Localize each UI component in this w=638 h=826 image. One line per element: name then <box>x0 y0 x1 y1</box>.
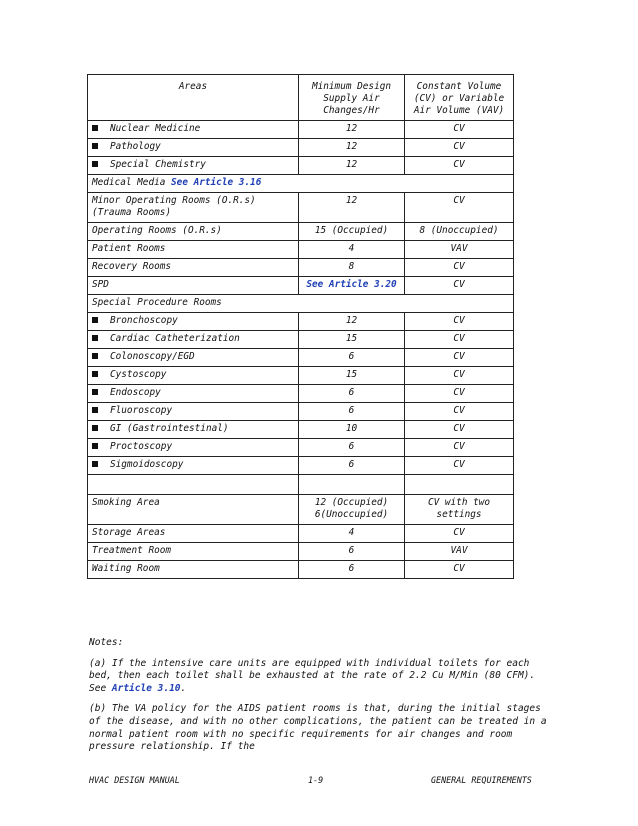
air-changes-cell: 6 <box>299 349 405 367</box>
blank-cell <box>88 475 299 495</box>
footer-right: GENERAL REQUIREMENTS <box>431 775 532 785</box>
table-row <box>88 543 514 561</box>
table-row <box>88 241 514 259</box>
blank-cell <box>299 475 405 495</box>
air-changes-cell: 8 <box>299 259 405 277</box>
note-a-text: (a) If the intensive care units are equipped with individual toilets for each bed, then each toilet shall be exhausted at the rate of 2.2 Cu M/Min (80 CFM). See <box>89 657 536 694</box>
bullet-icon <box>92 143 98 149</box>
notes-section <box>89 637 549 762</box>
volume-type-cell: CV <box>405 157 514 175</box>
area-label: GI (Gastrointestinal) <box>110 423 229 434</box>
area-cell <box>88 175 514 193</box>
header-volume-type: Constant Volume (CV) or Variable Air Volume (VAV) <box>405 75 514 121</box>
area-label: Operating Rooms (O.R.s) <box>92 225 222 236</box>
bullet-icon <box>92 389 98 395</box>
volume-type-cell: CV <box>405 525 514 543</box>
area-label: Minor Operating Rooms (O.R.s) (Trauma Rooms) <box>92 195 256 218</box>
area-cell <box>88 157 299 175</box>
area-label: Medical Media <box>92 177 166 188</box>
volume-type-cell: CV <box>405 349 514 367</box>
bullet-icon <box>92 443 98 449</box>
volume-type-cell: VAV <box>405 241 514 259</box>
area-label: Smoking Area <box>92 497 160 508</box>
area-label: SPD <box>92 279 109 290</box>
table-row <box>88 313 514 331</box>
area-cell <box>88 457 299 475</box>
air-changes-cell: 12 <box>299 193 405 223</box>
notes-heading: Notes: <box>89 637 124 648</box>
header-min-air-changes: Minimum Design Supply Air Changes/Hr <box>299 75 405 121</box>
area-label: Waiting Room <box>92 563 160 574</box>
bullet-icon <box>92 161 98 167</box>
air-changes-cell: 12 <box>299 313 405 331</box>
area-cell <box>88 439 299 457</box>
table-row <box>88 439 514 457</box>
air-changes-cell: 10 <box>299 421 405 439</box>
area-label: Bronchoscopy <box>110 315 178 326</box>
note-b: (b) The VA policy for the AIDS patient rooms is that, during the initial stages of the disease, and with no other complications, the patient can be treated in a normal patient room with no specific requirements for air changes and room pressure relationship. If the <box>89 703 547 753</box>
header-areas: Areas <box>88 75 299 121</box>
volume-type-cell: CV <box>405 121 514 139</box>
note-a <box>89 658 549 696</box>
bullet-icon <box>92 425 98 431</box>
volume-type-cell: CV with two settings <box>405 495 514 525</box>
area-label: Patient Rooms <box>92 243 166 254</box>
bullet-icon <box>92 461 98 467</box>
table-body <box>88 121 514 579</box>
area-label: Pathology <box>110 141 161 152</box>
table-row <box>88 421 514 439</box>
volume-type-cell: CV <box>405 259 514 277</box>
table-row <box>88 277 514 295</box>
bullet-icon <box>92 407 98 413</box>
area-label: Special Procedure Rooms <box>92 297 222 308</box>
article-link[interactable]: See Article 3.16 <box>171 177 262 188</box>
area-cell <box>88 561 299 579</box>
note-a-end: . <box>180 682 187 694</box>
area-label: Special Chemistry <box>110 159 206 170</box>
area-cell <box>88 421 299 439</box>
air-changes-cell: 15 <box>299 367 405 385</box>
air-changes-cell: 4 <box>299 525 405 543</box>
area-cell <box>88 403 299 421</box>
area-cell <box>88 139 299 157</box>
table-row <box>88 331 514 349</box>
volume-type-cell: CV <box>405 421 514 439</box>
air-changes-cell <box>299 277 405 295</box>
area-cell <box>88 223 299 241</box>
table-row <box>88 457 514 475</box>
table-row <box>88 175 514 193</box>
volume-type-cell: CV <box>405 193 514 223</box>
area-label: Nuclear Medicine <box>110 123 201 134</box>
volume-type-cell: CV <box>405 403 514 421</box>
volume-type-cell: CV <box>405 313 514 331</box>
footer-left: HVAC DESIGN MANUAL <box>89 775 180 785</box>
area-label: Recovery Rooms <box>92 261 172 272</box>
footer-page-number: 1-9 <box>308 775 324 785</box>
air-changes-cell: 4 <box>299 241 405 259</box>
air-changes-cell: 15 (Occupied) <box>299 223 405 241</box>
table-row <box>88 121 514 139</box>
table-row <box>88 157 514 175</box>
volume-type-cell: CV <box>405 385 514 403</box>
area-cell <box>88 295 514 313</box>
table-row <box>88 193 514 223</box>
air-changes-cell: 6 <box>299 403 405 421</box>
volume-type-cell: VAV <box>405 543 514 561</box>
bullet-icon <box>92 353 98 359</box>
table-row <box>88 295 514 313</box>
area-cell <box>88 385 299 403</box>
area-cell <box>88 331 299 349</box>
volume-type-cell: CV <box>405 331 514 349</box>
area-cell <box>88 349 299 367</box>
area-cell <box>88 525 299 543</box>
volume-type-cell: 8 (Unoccupied) <box>405 223 514 241</box>
volume-type-cell: CV <box>405 457 514 475</box>
note-a-article-link[interactable]: Article 3.10 <box>111 682 181 694</box>
area-label: Treatment Room <box>92 545 172 556</box>
bullet-icon <box>92 335 98 341</box>
table-row <box>88 349 514 367</box>
area-label: Cystoscopy <box>110 369 167 380</box>
area-label: Fluoroscopy <box>110 405 173 416</box>
volume-type-cell: CV <box>405 367 514 385</box>
air-changes-cell: 12 <box>299 121 405 139</box>
table-row <box>88 139 514 157</box>
table-row <box>88 259 514 277</box>
air-changes-cell: 6 <box>299 561 405 579</box>
table-row <box>88 223 514 241</box>
area-label: Storage Areas <box>92 527 166 538</box>
article-link[interactable]: See Article 3.20 <box>306 279 397 290</box>
area-cell <box>88 259 299 277</box>
area-cell <box>88 193 299 223</box>
bullet-icon <box>92 317 98 323</box>
area-label: Proctoscopy <box>110 441 173 452</box>
air-changes-cell: 12 (Occupied) 6(Unoccupied) <box>299 495 405 525</box>
air-changes-cell: 6 <box>299 457 405 475</box>
table-row <box>88 475 514 495</box>
table-row <box>88 525 514 543</box>
area-label: Cardiac Catheterization <box>110 333 240 344</box>
table-header-row <box>88 75 514 121</box>
blank-cell <box>405 475 514 495</box>
volume-type-cell: CV <box>405 561 514 579</box>
area-label: Colonoscopy/EGD <box>110 351 195 362</box>
air-changes-cell: 12 <box>299 139 405 157</box>
area-cell <box>88 495 299 525</box>
bullet-icon <box>92 371 98 377</box>
air-changes-cell: 6 <box>299 385 405 403</box>
area-cell <box>88 277 299 295</box>
table-row <box>88 403 514 421</box>
area-cell <box>88 241 299 259</box>
volume-type-cell: CV <box>405 277 514 295</box>
area-cell <box>88 543 299 561</box>
table-row <box>88 495 514 525</box>
table-row <box>88 561 514 579</box>
table-row <box>88 367 514 385</box>
area-cell <box>88 121 299 139</box>
air-changes-cell: 12 <box>299 157 405 175</box>
area-cell <box>88 313 299 331</box>
area-cell <box>88 367 299 385</box>
volume-type-cell: CV <box>405 439 514 457</box>
table-row <box>88 385 514 403</box>
area-label: Endoscopy <box>110 387 161 398</box>
area-label: Sigmoidoscopy <box>110 459 184 470</box>
air-changes-table <box>87 74 514 579</box>
air-changes-cell: 15 <box>299 331 405 349</box>
air-changes-cell: 6 <box>299 439 405 457</box>
air-changes-cell: 6 <box>299 543 405 561</box>
volume-type-cell: CV <box>405 139 514 157</box>
bullet-icon <box>92 125 98 131</box>
